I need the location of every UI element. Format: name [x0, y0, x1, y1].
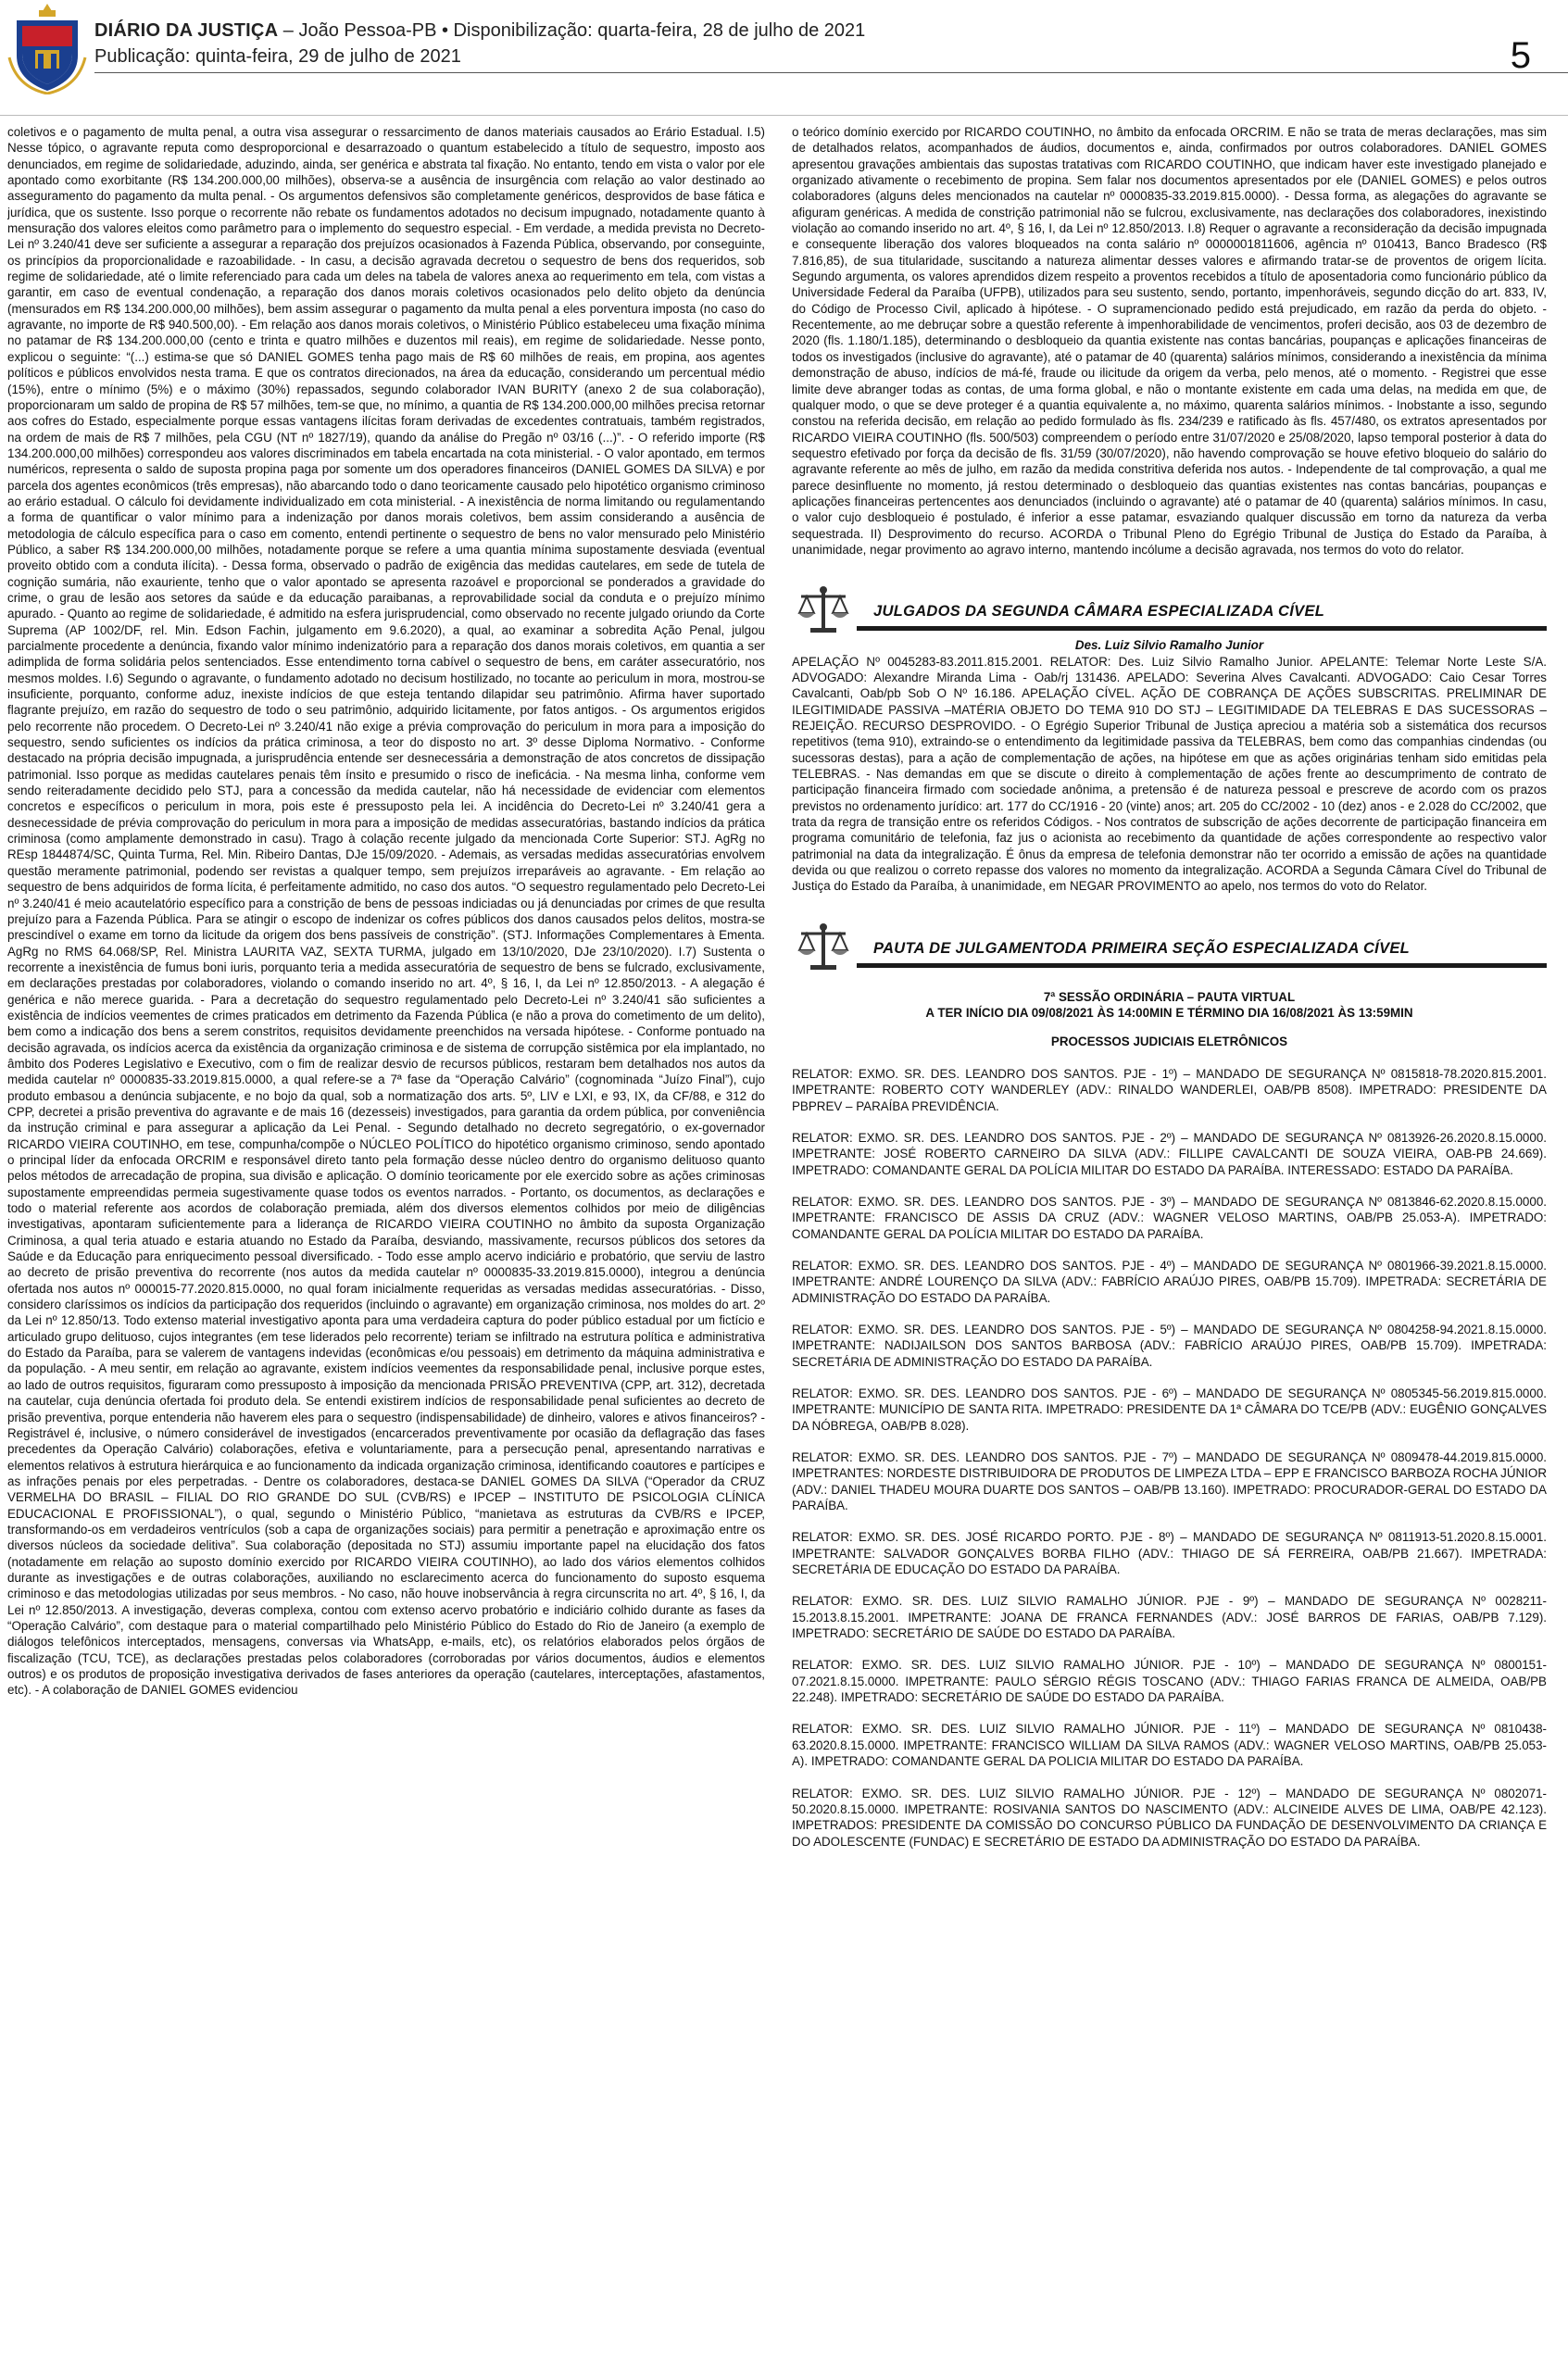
section-title: JULGADOS DA SEGUNDA CÂMARA ESPECIALIZADA CÍVEL	[873, 603, 1325, 621]
section-subtitle: PROCESSOS JUDICIAIS ELETRÔNICOS	[1050, 1035, 1288, 1049]
body-paragraph: coletivos e o pagamento de multa penal, a outra visa assegurar o ressarcimento de danos materiais causados ao Erário Estadual. I.5) Nesse tópico, o agravante reputa como desproporcional e desarrazoado o quantum estabelecido a título de sequestro, imposto aos denunciados, em regime de solidariedade, aduzindo, ainda, ser genérica e abstrata tal fixação. No entanto, tendo em vista o valor por ele apontado como exorbitante (R$ 134.200.000,00 milhões), observa-se a ausência de insurgência com relação ao valor destinado ao asseguramento do pagamento da multa penal. - Os argumentos defensivos são completamente genéricos, desprovidos de base fática e jurídica, que os sustente. Isso porque o recorrente não rebate os fundamentos adotados no decisum impugnado, notadamente quanto à mensuração dos valores eleitos como parâmetro para o implemento do sequestro especial. - Em verdade, a medida prevista no Decreto-Lei nº 3.240/41 deve ser suficiente a assegurar a reparação dos prejuízos ocasionados à Fazenda Pública, observando, por conseguinte, os princípios da proporcionalidade e razoabilidade. - In casu, a decisão agravada decretou o sequestro de bens dos requeridos, sob regime de solidariedade, até o limite referenciado para cada um deles na tabela de valores anexa ao requerimento em tela, com vistas a garantir, em caso de eventual condenação, a reparação dos danos morais coletivos ocasionados pelo delito objeto da denúncia (mensurados em R$ 134.200.000,00 milhões), bem assim assegurar o pagamento da multa penal a eles porventura imposta (no caso do agravante, no importe de R$ 940.500,00). - Em relação aos danos morais coletivos, o Ministério Público estabeleceu uma fixação mínima no patamar de R$ 134.200.000,00 (cento e trinta e quatro milhões e duzentos mil reais), em regime de solidariedade. Nesse ponto, explicou o seguinte: “(...) estima-se que só DANIEL GOMES tenha pago mais de R$ 60 milhões de reais, em propina, aos agentes políticos e públicos envolvidos nesta trama. E que os contratos direcionados, na área da educação, considerando um percentual médio (15%), entre o mínimo (5%) e o máximo (30%) repassados, segundo colaborador IVAN BURITY (anexo 2 de sua colaboração), proporcionaram um saldo de propina de R$ 57 milhões, tem-se que, no mínimo, a quantia de R$ 134.200.000,00 milhões precisa retornar aos cofres do Estado, especialmente porque essas vantagens ilícitas foram derivadas de excedentes contratuais, também registrados, na ordem de mais de R$ 7 milhões, pela CGU (NT nº 1827/19), quando da análise do Pregão nº 03/16 (...)”. - O referido importe (R$ 134.200.000,00 milhões) correspondeu aos valores discriminados em tabela encartada na cota ministerial. - O valor apontado, em termos numéricos, representa o saldo de suposta propina paga por somente um dos operadores financeiros (DANIEL GOMES DA SILVA) e por parcela dos agentes econômicos (três empresas), não abarcando todo o dano teoricamente causado pelo hipotético organismo criminoso ao erário estadual. O cálculo foi devidamente individualizado em cota ministerial. - A inexistência de norma limitando ou regulamentando a forma de quantificar o valor mínimo para a indenização por danos morais coletivos, bem assim considerando a ausência de metodologia de cálculo específica para o caso em comento, entendi pertinente o sequestro de bens no valor mensurado pelo Ministério Público, a saber R$ 134.200.000,00 milhões, notadamente porque se refere a uma quantia mínima supostamente desviada (eventual proveito obtido com a conduta ilícita). - Dessa forma, observado o padrão de exigência das medidas cautelares, em sede de tutela de cognição sumária, não exauriente, tenho que o valor apontado se apresenta razoável e proporcional se ponderados a gravidade do crime, o grau de lesão aos setores da saúde e da educação paraibanas, a reprovabilidade social da conduta e o prejuízo mínimo apurado. - Quanto ao regime de solidariedade, é admitido na esfera jurisprudencial, como observado no recente julgado oriundo da Corte Suprema (AP 1002/DF, rel. Min. Edson Fachin, julgamento em 9.6.2020), a qual, ao examinar a sobredita Ação Penal, julgou parcialmente procedente a denúncia, fixando valor mínimo indenizatório para a reparação dos danos morais coletivos, em quantia a ser adimplida de forma solidária pelos sentenciados. Esse entendimento torna cabível o sequestro de bens, em caráter assecuratório, nos mesmos moldes. I.6) Segundo o agravante, o fundamento adotado no decisum hostilizado, no tocante ao periculum in mora, mostrou-se insuficiente, porquanto, conforme aduz, inexiste indícios de que esteja tentando dilapidar seu patrimônio. Afirma haver suportado flagrante prejuízo, em razão do sequestro de todo o seu patrimônio, adquirido licitamente, por fatos antigos. - Os argumentos erigidos pelo recorrente não procedem. O Decreto-Lei nº 3.240/41 não exige a prévia comprovação do periculum in mora para a imposição do sequestro, sendo suficientes os indícios da prática criminosa, a teor do disposto no art. 3º desse Diploma Normativo. - Conforme destacado na própria decisão impugnada, a jurisprudência entende ser desnecessária a demonstração de atos concretos de dissipação patrimonial. Isso porque as medidas cautelares penais têm ínsito e presumido o risco de ineficácia. - Na mesma linha, conforme vem sendo reiteradamente decidido pelo STJ, para a concessão da medida cautelar, não há necessidade de evidenciar com elementos concretos e específicos o periculum in mora, pois este é pressuposto pela lei. A incidência do Decreto-Lei nº 3.240/41 gera a desnecessidade de prévia comprovação do periculum in mora para a imposição de medidas assecuratórias, bastando indícios da prática criminosa (como amplamente demonstrado in casu). Trago à colação recente julgado da mencionada Corte Superior: STJ. AgRg no REsp 1844874/SC, Quinta Turma, Rel. Min. Ribeiro Dantas, DJe 15/09/2020. - Ademais, as versadas medidas assecuratórias envolvem questão meramente patrimonial, podendo ser revistas a qualquer tempo, sem prejuízos irreparáveis ao agravante. - Em relação ao sequestro de bens adquiridos de forma lícita, é perfeitamente admitido, no caso dos autos. “O sequestro regulamentado pelo Decreto-Lei nº 3.240/41 é meio acautelatório específico para a constrição de bens de pessoas indiciadas ou já denunciadas por crimes de que resulta prejuízo para a Fazenda Pública. Para se atingir o escopo de indenizar os cofres públicos dos danos causados pelos delitos, mostra-se prescindível o exame em torno da licitude da origem dos bens passíveis de constrição”. (STJ. Informações Complementares à Ementa. AgRg no RMS 64.068/SP, Rel. Ministra LAURITA VAZ, SEXTA TURMA, julgado em 13/10/2020, DJe 23/10/2020). I.7) Sustenta o recorrente a inexistência de fumus boni iuris, porquanto teria a medida assecuratória de sequestro de bens se fulcrado, exclusivamente, em declarações prestadas por colaboradores, violando o comando inserido no art. 4º, § 16, I, da Lei nº 12.850/2013. - A alegação é genérica e não merece guarida. - Para a decretação do sequestro regulamentado pelo Decreto-Lei nº 3.240/41 são suficientes a existência de indícios veementes de crimes praticados em detrimento da Fazenda Pública (e não a prova do cometimento de um delito), bem como a indicação dos bens a serem constritos, requisitos devidamente preenchidos na versada hipótese. - Conforme pontuado na decisão agravada, os indícios acerca da existência da organização criminosa e de sistema de corrupção sistêmica por ela implantado, no âmbito dos Poderes Legislativo e Executivo, com o fim de realizar desvio de recursos públicos, restaram bem detalhados nos autos da medida cautelar nº 0000835-33.2019.815.0000, a qual refere-se a 7ª fase da “Operação Calvário” (cognominada “Juízo Final”), cujo produto embasou a denúncia subjacente, e no bojo da qual, sob a normatização dos arts. 5º, LIV e LXI, e 93, IX, da CF/88, e 312 do CPP, decretei a prisão preventiva do agravante e de mais 16 (dezesseis) investigados, para garantia da ordem pública, por conveniência da instrução criminal e para assegurar a aplicação da Lei Penal. - Segundo detalhado no decreto segregatório, o ex-governador RICARDO VIEIRA COUTINHO, em tese, compunha/compõe o NÚCLEO POLÍTICO do hipotético organismo criminoso, sendo apontado o principal líder da enfocada ORCRIM e responsável direto tanto pela formação desse núcleo dentro do organismo delituoso quanto pelos métodos de arrecadação de propina, sua divisão e aplicação. O domínio teoricamente por ele exercido sobre as ações criminosas supostamente empreendidas permeia sugestivamente quase todos os eventos narrados. - Portanto, os documentos, as declarações e todo o material referente aos acordos de colaboração premiada, além dos diversos elementos colhidos por meio de diligências investigativas, apontaram suficientemente para a liderança de RICARDO VIEIRA COUTINHO no âmbito da suposta Organização Criminosa, a qual teria atuado e estaria atuando no Estado da Paraíba, desviando, massivamente, recursos públicos dos setores da Saúde e da Educação para enriquecimento pessoal diversificado. - Todo esse amplo acervo indiciário e probatório, que serviu de lastro ao decreto de prisão preventiva do recorrente (nos autos da medida cautelar nº 0000835-33.2019.815.0000), integrou a denúncia ofertada nos autos nº 000015-77.2020.815.0000, no qual foram inicialmente requeridas as versadas medidas assecuratórias. - Disso, considero claríssimos os indícios da participação dos requeridos (incluindo o agravante) em organização criminosa, nos moldes do art. 2º da Lei nº 12.850/13. Todo extenso material investigativo aponta para uma verdadeira captura do poder público estadual por um fictício e articulado grupo delituoso, cujos integrantes (em tese liderados pelo recorrente) teriam se infiltrado na estrutura política e administrativa do Estado da Paraíba, para se valerem de vantagens indevidas (econômicas e/ou pessoais) em detrimento da máquina administrativa e da população. - A meu sentir, em relação ao agravante, existem indícios veementes da responsabilidade penal, inclusive porque estes, ao lado de outros requisitos, figuraram como pressuposto à imposição da mencionada PRISÃO PREVENTIVA (CPP, art. 312), decretada na cautelar, cuja denúncia ofertada foi produto dela. Se entendi existirem indícios de responsabilidade penal suficientes ao decreto de prisão preventiva, porque entenderia não haverem eles para o sequestro (indispensabilidade) de dinheiro, valores e ativos financeiros? - Registrável é, inclusive, o número considerável de investigados (encarcerados preventivamente por ocasião da deflagração das fases precedentes da Operação Calvário) colaborações, efetiva e voluntariamente, para a persecução penal, apresentando narrativas e elementos relativos à estrutura hierárquica e ao funcionamento da indicada organização criminosa, identificando coautores e partícipes e as infrações penais por eles perpetradas. - Dentre os colaboradores, destaca-se DANIEL GOMES DA SILVA (“Operador da CRUZ VERMELHA DO BRASIL – FILIAL DO RIO GRANDE DO SUL (CVB/RS) e IPCEP – INSTITUTO DE PSICOLOGIA CLÍNICA EDUCACIONAL E PROFISSIONAL”), o qual, segundo o Ministério Público, “manietava as estruturas da CVB/RS e IPCEP, transformando-os em verdadeiros ventrículos (sob a capa de organizações sociais) para permitir a penetração e aproximação entre os diversos núcleos da sociedade delitiva”. Sua colaboração (depositada no STJ) assumiu importante papel na elucidação dos fatos (notadamente em relação ao suposto domínio exercido por RICARDO VIEIRA COUTINHO), ao lado dos vários elementos colhidos durante as investigações e de outras colaborações, auxiliando no esclarecimento acerca do funcionamento do suposto esquema criminoso e das metodologias utilizadas por seus membros. - No caso, não houve inobservância à regra circunscrita no art. 4º, § 16, I, da Lei nº 12.850/2013. A investigação, deveras complexa, contou com extenso acervo probatório e indiciário colhido durante as fases da “Operação Calvário”, com destaque para o material compartilhado pelo Ministério Público do Estado do Rio de Janeiro (a exemplo de diálogos telefônicos interceptados, mensagens, conversas via WhatsApp, e-mails, etc), os relatórios elaborados pelos órgãos de fiscalização (TCU, TCE), as declarações prestadas pelos colaboradores (corroboradas por vários documentos, áudios e elementos outros) e os produtos de proposição investigativa derivados de fases anteriores da operação (cautelares, interceptações, afastamentos, etc). - A colaboração de DANIEL GOMES evidenciou	[7, 125, 765, 1698]
section-title: PAUTA DE JULGAMENTODA PRIMEIRA SEÇÃO ESPECIALIZADA CÍVEL	[873, 939, 1411, 957]
judge-name: Des. Luiz Silvio Ramalho Junior	[1074, 638, 1264, 653]
section-rule	[857, 963, 1547, 968]
judgment-text: APELAÇÃO Nº 0045283-83.2011.815.2001. RELATOR: Des. Luiz Silvio Ramalho Junior. APELANTE: Telemar Norte Leste S/A. ADVOGADO: Alexandre Miranda Lima - Oab/rj 131436. APELADO: Severina Alves Cavalcanti. ADVOGADO: Caio Cesar Torres Cavalcanti, Oab/pb Sob O Nº 16.186. APELAÇÃO CÍVEL. AÇÃO DE COBRANÇA DE AÇÕES SUBSCRITAS. PRELIMINAR DE ILEGITIMIDADE PASSIVA –MATÉRIA OBJETO DO TEMA 910 DO STJ – LEGITIMIDADE DA TELEBRAS E DAS SUCESSORAS – REJEIÇÃO. RECURSO DESPROVIDO. - O Egrégio Superior Tribunal de Justiça apreciou a matéria sob a sistemática dos recursos repetitivos (tema 910), extraindo-se o entendimento da legitimidade passiva da TELEBRAS, bem como das companhias cindendas (ou sucessoras destas), para a ação de complementação de ações, na hipótese em que as ações originárias tenham sido emitidas pela TELEBRAS. - Nas demandas em que se discute o direito à complementação de ações frente ao descumprimento de contrato de participação financeira firmado com sociedade anônima, a pretensão é de natureza pessoal e prescreve de acordo com os prazos previstos no ordenamento jurídico: art. 177 do CC/1916 - 20 (vinte) anos; art. 205 do CC/2002 - 10 (dez) anos - e 2.028 do CC/2002, que trata da regra de transição entre os referidos Códigos. - Nos contratos de subscrição de ações decorrente de participação financeira em programa comunitário de telefonia, faz jus o acionista ao recebimento da quantidade de ações correspondente ao respectivo valor patrimonial na data da integralização. É ônus da empresa de telefonia demonstrar não ter ocorrido a emissão de ações na quantidade devida ou que realizou o correto repasse dos valores no momento da integralização. ACORDA a Segunda Câmara Cível do Tribunal de Justiça do Estado da Paraíba, à unanimidade, em NEGAR PROVIMENTO ao apelo, nos termos do voto do Relator.	[792, 654, 1547, 894]
page-number: 5	[1510, 35, 1531, 76]
docket-entry: RELATOR: EXMO. SR. DES. JOSÉ RICARDO PORTO. PJE - 8º) – MANDADO DE SEGURANÇA Nº 0811913-51.2020.8.15.0001. IMPETRANTE: SALVADOR GONÇALVES BORBA FILHO (ADV.: THIAGO DE SÁ FERREIRA, OAB/PB 21.667). IMPETRADA: SECRETÁRIA DE EDUCAÇÃO DO ESTADO DA PARAÍBA.	[792, 1530, 1547, 1577]
session-label: 7ª SESSÃO ORDINÁRIA – PAUTA VIRTUAL	[1043, 989, 1296, 1004]
section-rule	[857, 626, 1547, 631]
scales-of-justice-icon	[794, 922, 853, 974]
header-bottom-divider	[0, 115, 1568, 116]
docket-entry: RELATOR: EXMO. SR. DES. LEANDRO DOS SANTOS. PJE - 3º) – MANDADO DE SEGURANÇA Nº 0813846-62.2020.8.15.0000. IMPETRANTE: FRANCISCO DE ASSIS DA CRUZ (ADV.: WAGNER VELOSO MARTINS, OAB/PB 25.053-A). IMPETRADO: COMANDANTE GERAL DA POLÍCIA MILITAR DO ESTADO DA PARAÍBA.	[792, 1194, 1547, 1241]
publication-date: Publicação: quinta-feira, 29 de julho de 2021	[94, 46, 461, 67]
journal-title: DIÁRIO DA JUSTIÇA – João Pessoa-PB • Disponibilização: quarta-feira, 28 de julho de 2021	[94, 20, 866, 41]
page-header	[0, 0, 1568, 119]
docket-entry: RELATOR: EXMO. SR. DES. LEANDRO DOS SANTOS. PJE - 5º) – MANDADO DE SEGURANÇA Nº 0804258-94.2021.8.15.0000. IMPETRANTE: NADIJAILSON DOS SANTOS BARBOSA (ADV.: FABRÍCIO ARAÚJO PIRES, OAB/PB 15.709). IMPETRADA: SECRETÁRIA DE ADMINISTRAÇÃO DO ESTADO DA PARAÍBA.	[792, 1322, 1547, 1369]
docket-entry: RELATOR: EXMO. SR. DES. LEANDRO DOS SANTOS. PJE - 2º) – MANDADO DE SEGURANÇA Nº 0813926-26.2020.8.15.0000. IMPETRANTE: JOSÉ ROBERTO CARNEIRO DA SILVA (ADV.: FILLIPE CAVALCANTI DE SOUZA VIEIRA, OAB-PB 24.669). IMPETRADO: COMANDANTE GERAL DA POLÍCIA MILITAR DO ESTADO DA PARAÍBA. INTERESSADO: ESTADO DA PARAÍBA.	[792, 1130, 1547, 1177]
court-coat-of-arms-icon	[7, 2, 87, 94]
docket-entry: RELATOR: EXMO. SR. DES. LEANDRO DOS SANTOS. PJE - 4º) – MANDADO DE SEGURANÇA Nº 0801966-39.2021.8.15.0000. IMPETRANTE: ANDRÉ LOURENÇO DA SILVA (ADV.: FABRÍCIO ARAÚJO PIRES, OAB/PB 15.709). IMPETRADA: SECRETÁRIA DE ADMINISTRAÇÃO DO ESTADO DA PARAÍBA.	[792, 1258, 1547, 1305]
section-header-pauta	[792, 922, 1547, 974]
session-dates: A TER INÍCIO DIA 09/08/2021 ÀS 14:00MIN E TÉRMINO DIA 16/08/2021 ÀS 13:59MIN	[925, 1006, 1413, 1021]
left-column	[7, 124, 765, 2365]
right-column	[792, 124, 1547, 2365]
docket-entry: RELATOR: EXMO. SR. DES. LUIZ SILVIO RAMALHO JÚNIOR. PJE - 9º) – MANDADO DE SEGURANÇA Nº 0028211-15.2013.8.15.2001. IMPETRANTE: JOANA DE FRANCA FERNANDES (ADV.: JOSÉ BARROS DE FARIAS, OAB/PB 7.129). IMPETRADO: SECRETÁRIO DE SAÚDE DO ESTADO DA PARAÍBA.	[792, 1594, 1547, 1641]
docket-entry: RELATOR: EXMO. SR. DES. LEANDRO DOS SANTOS. PJE - 6º) – MANDADO DE SEGURANÇA Nº 0805345-56.2019.815.0000. IMPETRANTE: MUNICÍPIO DE SANTA RITA. IMPETRADO: PRESIDENTE DA 1ª CÂMARA DO TCE/PB (ADV.: EUGÊNIO GONÇALVES DA NÓBREGA, OAB/PB 8.028).	[792, 1386, 1547, 1433]
section-header-julgados	[792, 585, 1547, 637]
scales-of-justice-icon	[794, 585, 853, 637]
docket-entry: RELATOR: EXMO. SR. DES. LEANDRO DOS SANTOS. PJE - 1º) – MANDADO DE SEGURANÇA Nº 0815818-78.2020.815.2001. IMPETRANTE: ROBERTO COTY WANDERLEY (ADV.: RINALDO WANDERLEI, OAB/PB 8508). IMPETRADO: PRESIDENTE DA PBPREV – PARAÍBA PREVIDÊNCIA.	[792, 1066, 1547, 1113]
header-divider	[94, 72, 1568, 73]
docket-entry: RELATOR: EXMO. SR. DES. LUIZ SILVIO RAMALHO JÚNIOR. PJE - 12º) – MANDADO DE SEGURANÇA Nº 0802071-50.2020.8.15.0000. IMPETRANTE: ROSIVANIA SANTOS DO NASCIMENTO (ADV.: ALCINEIDE ALVES DE LIMA, OAB/PE 42.123). IMPETRADOS: PRESIDENTE DA COMISSÃO DO CONCURSO PÚBLICO DA FUNDAÇÃO DE DESENVOLVIMENTO DA CRIANÇA E DO ADOLESCENTE (FUNDAC) E SECRETÁRIO DE ESTADO DA ADMINISTRAÇÃO DO ESTADO DA PARAÍBA.	[792, 1786, 1547, 1849]
body-paragraph: o teórico domínio exercido por RICARDO COUTINHO, no âmbito da enfocada ORCRIM. E não se trata de meras declarações, mas sim de detalhados relatos, acompanhados de áudios, documentos e, ainda, confirmados por outros colaboradores. DANIEL GOMES apresentou gravações ambientais das supostas tratativas com RICARDO COUTINHO, que indicam haver este investigado planejado e organizado ativamente o recebimento de propina. Sem falar nos documentos apresentados por ele (DANIEL GOMES) e pelos outros colaboradores (alguns deles mencionados na cautelar nº 0000835-33.2019.815.0000). - Dessa forma, as alegações do agravante se afiguram genéricas. A medida de constrição patrimonial não se fulcrou, exclusivamente, nas declarações dos colaboradores, inexistindo violação ao comando inserido no art. 4º, § 16, I, da Lei nº 12.850/2013. I.8) Requer o agravante a reconsideração da decisão impugnada e consequente liberação dos valores bloqueados na conta salário nº 0000001811606, agência nº 010413, Banco Bradesco (R$ 7.816,85), de sua titularidade, suscitando a natureza alimentar desses valores e afirmando tratar-se de proventos de origem lícita. Segundo argumenta, os valores aprendidos dizem respeito a proventos recebidos a título de aposentadoria como funcionário público da Universidade Federal da Paraíba (UFPB), utilizados para seu sustento, sendo, portanto, impenhoráveis, segundo dicção do art. 833, IV, do Código de Processo Civil, aplicado à hipótese. - O supramencionado pedido está prejudicado, em razão da perda do objeto. - Recentemente, ao me debruçar sobre a questão referente à impenhorabilidade de vencimentos, proferi decisão, aos 03 de dezembro de 2020 (fls. 1.180/1.185), determinando o desbloqueio da quantia existente nas contas bancárias, poupanças e aplicações financeiras de todos os investigados (inclusive do agravante), até o patamar de 40 (quarenta) salários mínimos, considerando a inexistência da mínima demonstração de abuso, indícios de má-fé, fraude ou ilicitude da origem da verba, pelo menos, até o momento. - Registrei que esse limite deve abranger todas as contas, de uma forma global, e não o montante existente em cada uma delas, na medida em que, de qualquer modo, o que se deve proteger é a quantia equivalente a, no máximo, quarenta salários mínimos. - Inobstante a isso, segundo constou na referida decisão, em relação ao pedido formulado às fls. 234/239 e ratificado às fls. 457/480, os extratos apresentados por RICARDO VIEIRA COUTINHO (fls. 500/503) compreendem o período entre 31/07/2020 e 25/08/2020, lapso temporal posterior à data do sequestro efetivado por força da decisão de fls. 31/59 (30/07/2020), não havendo comprovação se houve efetivo bloqueio do salário do agravante referente ao mês de julho, em razão da medida constritiva deferida nos autos. - Independente de tal comprovação, a qual me parece desinfluente no momento, já restou determinado o desbloqueio das quantias existentes nas contas bancárias, poupanças e aplicações financeiras pertencentes aos denunciados (incluindo o agravante) até o patamar de 40 (quarenta) salários mínimos. In casu, o valor cujo desbloqueio é postulado, é inferior a esse patamar, esvaziando qualquer discussão em torno da natureza da verba sequestrada. II) Desprovimento do recurso. ACORDA o Tribunal Pleno do Egrégio Tribunal de Justiça do Estado da Paraíba, à unanimidade, negar provimento ao agravo interno, mantendo incólume a decisão agravada, nos termos do voto do relator.	[792, 125, 1547, 557]
docket-entry: RELATOR: EXMO. SR. DES. LUIZ SILVIO RAMALHO JÚNIOR. PJE - 11º) – MANDADO DE SEGURANÇA Nº 0810438-63.2020.8.15.0000. IMPETRANTE: FRANCISCO WILLIAM DA SILVA RAMOS (ADV.: WAGNER VELOSO MARTINS, OAB/PB 25.053-A). IMPETRADO: COMANDANTE GERAL DA POLICIA MILITAR DO ESTADO DA PARAÍBA.	[792, 1722, 1547, 1769]
docket-entry: RELATOR: EXMO. SR. DES. LUIZ SILVIO RAMALHO JÚNIOR. PJE - 10º) – MANDADO DE SEGURANÇA Nº 0800151-07.2021.8.15.0000. IMPETRANTE: PAULO SÉRGIO RÉGIS TOSCANO (ADV.: THIAGO FARIAS FRANCA DE ALMEIDA, OAB/PB 22.248). IMPETRADO: SECRETÁRIO DE SAÚDE DO ESTADO DA PARAÍBA.	[792, 1658, 1547, 1705]
docket-entry: RELATOR: EXMO. SR. DES. LEANDRO DOS SANTOS. PJE - 7º) – MANDADO DE SEGURANÇA Nº 0809478-44.2019.815.0000. IMPETRANTES: NORDESTE DISTRIBUIDORA DE PRODUTOS DE LIMPEZA LTDA – EPP E FRANCISCO BARBOZA ROCHA JÚNIOR (ADV.: DANIEL THADEU MOURA DUARTE DOS SANTOS – OAB/PB 13.160). IMPETRADO: PROCURADOR-GERAL DO ESTADO DA PARAÍBA.	[792, 1450, 1547, 1513]
